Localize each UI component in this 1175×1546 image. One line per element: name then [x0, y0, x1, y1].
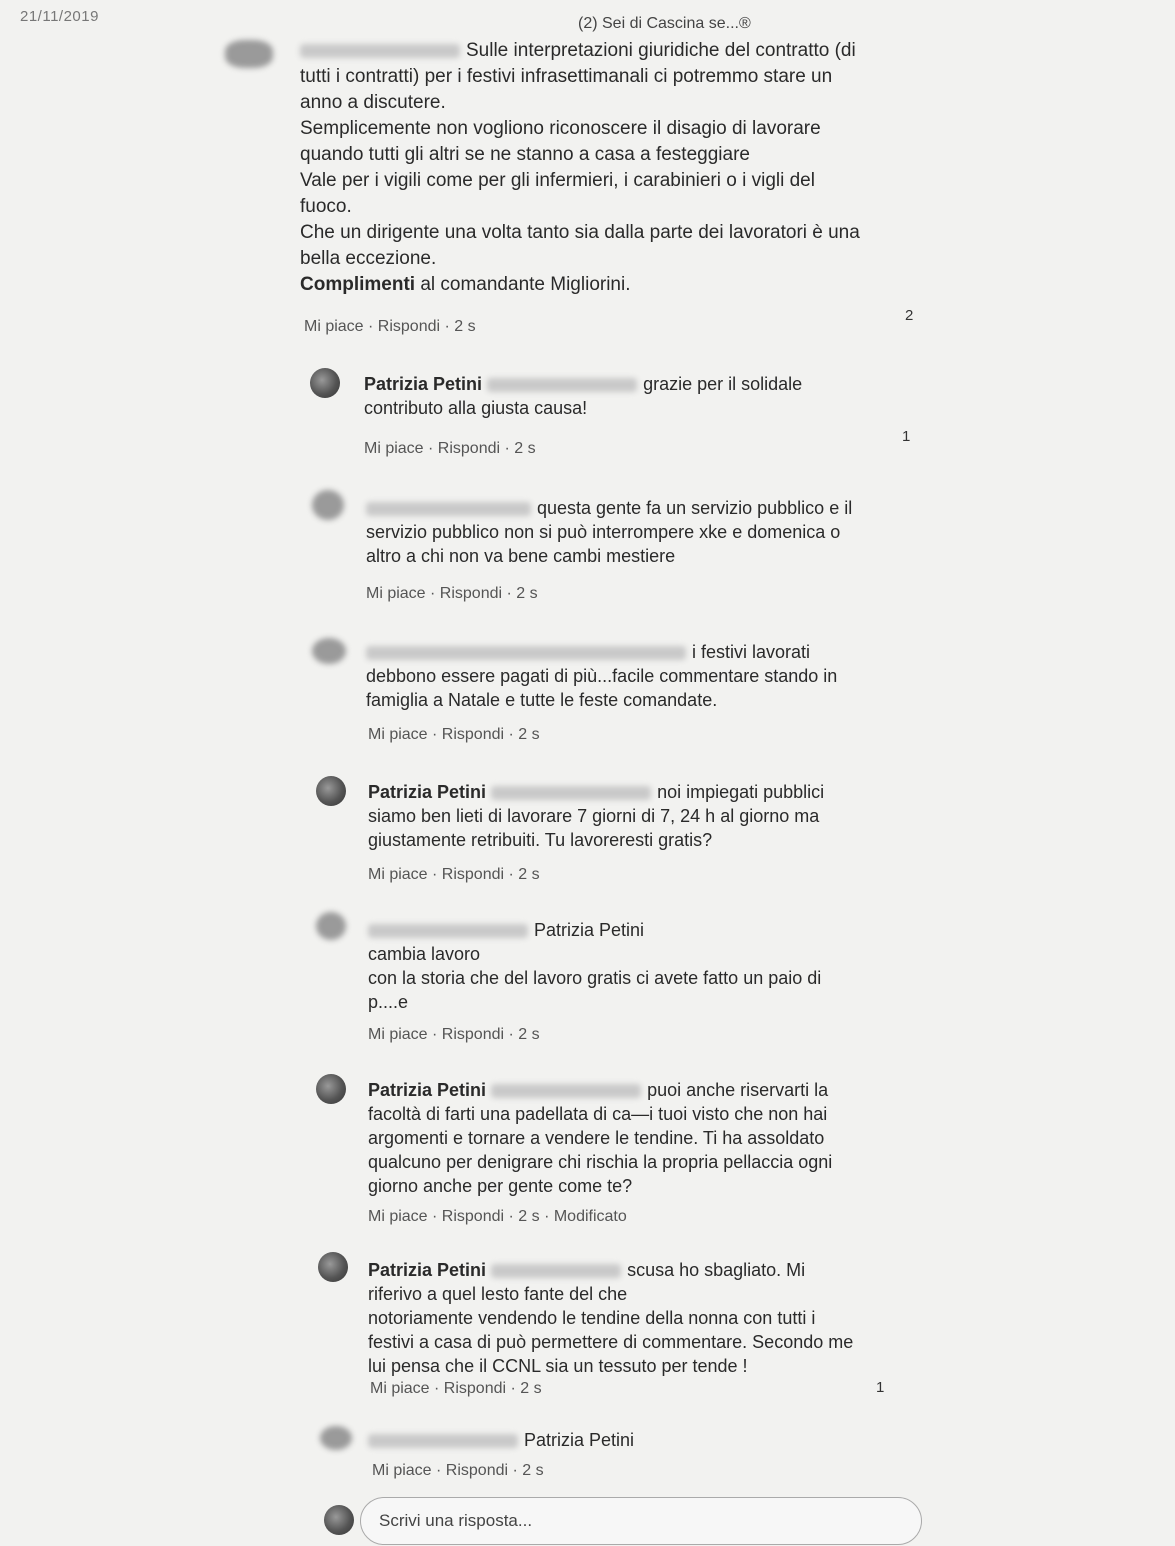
reply-text: questa gente fa un servizio pubblico e il — [537, 498, 853, 518]
reply-line: qualcuno per denigrare chi rischia la propria pellaccia ogni — [368, 1152, 833, 1172]
comment-actions[interactable]: Mi piace · Rispondi · 2 s — [304, 318, 476, 335]
reply-line: festivi a casa di può permettere di commentare. Secondo me — [368, 1332, 854, 1352]
avatar[interactable] — [312, 490, 344, 520]
comment-first-line: Sulle interpretazioni giuridiche del contratto (di — [466, 40, 856, 61]
reply-comment — [368, 780, 908, 852]
reply-actions[interactable]: Mi piace · Rispondi · 2 s — [368, 726, 540, 743]
reply-line: siamo ben lieti di lavorare 7 giorni di 7, 24 h al giorno ma — [368, 806, 820, 826]
current-user-avatar — [324, 1505, 354, 1535]
avatar[interactable] — [316, 912, 346, 940]
reply-mention[interactable]: Patrizia Petini — [534, 920, 645, 940]
blurred-tag[interactable] — [487, 378, 637, 392]
comment-line: bella eccezione. — [300, 248, 437, 269]
reply-line: notoriamente vendendo le tendine della nonna con tutti i — [368, 1308, 816, 1328]
comment-line: Che un dirigente una volta tanto sia dalla parte dei lavoratori è una — [300, 222, 860, 243]
commenter-avatar[interactable] — [225, 40, 273, 68]
reply-line: con la storia che del lavoro gratis ci avete fatto un paio di — [368, 968, 822, 988]
reply-line: p....e — [368, 992, 409, 1012]
reply-actions[interactable]: Mi piace · Rispondi · 2 s — [368, 866, 540, 883]
page-title: (2) Sei di Cascina se...® — [578, 15, 751, 32]
blurred-author-name[interactable] — [368, 1434, 518, 1448]
blurred-tag[interactable] — [491, 786, 651, 800]
comment-bold-word: Complimenti — [300, 274, 416, 295]
reply-line: debbono essere pagati di più...facile commentare stando in — [366, 666, 838, 686]
blurred-author-name[interactable] — [368, 924, 528, 938]
like-count[interactable]: 1 — [902, 428, 911, 445]
reply-line: giorno anche per gente come te? — [368, 1176, 633, 1196]
reply-actions[interactable]: Mi piace · Rispondi · 2 s — [366, 585, 538, 602]
like-count[interactable]: 1 — [876, 1379, 885, 1396]
reply-line: giustamente retribuiti. Tu lavoreresti gratis? — [368, 830, 713, 850]
reply-text: puoi anche riservarti la — [647, 1080, 829, 1100]
reply-author[interactable]: Patrizia Petini — [368, 1260, 487, 1280]
comment-line: anno a discutere. — [300, 92, 446, 113]
reply-text: noi impiegati pubblici — [657, 782, 825, 802]
reply-actions[interactable]: Mi piace · Rispondi · 2 s — [368, 1026, 540, 1043]
reply-actions[interactable]: Mi piace · Rispondi · 2 s — [370, 1380, 542, 1397]
reply-line: altro a chi non va bene cambi mestiere — [366, 546, 676, 566]
reply-line: argomenti e tornare a vendere le tendine. Ti ha assoldato — [368, 1128, 825, 1148]
reply-author[interactable]: Patrizia Petini — [368, 1080, 487, 1100]
reply-line: cambia lavoro — [368, 944, 481, 964]
reply-comment — [368, 1078, 908, 1198]
comment-line: al comandante Migliorini. — [415, 274, 631, 295]
avatar[interactable] — [318, 1252, 348, 1282]
reply-actions[interactable]: Mi piace · Rispondi · 2 s — [364, 440, 536, 457]
reply-author[interactable]: Patrizia Petini — [368, 782, 487, 802]
reply-mention[interactable]: Patrizia Petini — [524, 1430, 635, 1450]
reply-line: servizio pubblico non si può interrompere xke e domenica o — [366, 522, 841, 542]
comment-line: fuoco. — [300, 196, 352, 217]
blurred-author-name[interactable] — [366, 502, 531, 516]
blurred-author-name[interactable] — [366, 646, 686, 660]
blurred-tag[interactable] — [491, 1084, 641, 1098]
print-date: 21/11/2019 — [20, 8, 99, 25]
blurred-tag[interactable] — [491, 1264, 621, 1278]
reply-comment — [364, 372, 904, 420]
blurred-author-name[interactable] — [300, 44, 460, 58]
reply-line: famiglia a Natale e tutte le feste comandate. — [366, 690, 718, 710]
reply-line: contributo alla giusta causa! — [364, 398, 588, 418]
reply-line: facoltà di farti una padellata di ca—i tuoi visto che non hai — [368, 1104, 828, 1124]
comment-line: Vale per i vigili come per gli infermieri, i carabinieri o i vigli del — [300, 170, 815, 191]
reply-actions[interactable]: Mi piace · Rispondi · 2 s · Modificato — [368, 1208, 627, 1225]
reply-text: i festivi lavorati — [692, 642, 811, 662]
avatar[interactable] — [316, 776, 346, 806]
avatar[interactable] — [320, 1426, 352, 1450]
reply-line: riferivo a quel lesto fante del che — [368, 1284, 628, 1304]
reply-comment — [368, 1428, 908, 1452]
reply-text: scusa ho sbagliato. Mi — [627, 1260, 806, 1280]
reply-input[interactable] — [360, 1497, 922, 1545]
avatar[interactable] — [316, 1074, 346, 1104]
comment-line: Semplicemente non vogliono riconoscere il disagio di lavorare — [300, 118, 821, 139]
reply-input-placeholder: Scrivi una risposta... — [379, 1511, 533, 1530]
reply-comment — [366, 640, 906, 712]
like-count[interactable]: 2 — [905, 307, 914, 324]
avatar[interactable] — [310, 368, 340, 398]
main-comment — [300, 38, 910, 298]
reply-comment — [368, 1258, 908, 1378]
comment-line: tutti i contratti) per i festivi infrasettimanali ci potremmo stare un — [300, 66, 833, 87]
reply-comment — [368, 918, 908, 1014]
comment-line: quando tutti gli altri se ne stanno a casa a festeggiare — [300, 144, 750, 165]
avatar[interactable] — [312, 638, 346, 664]
reply-author[interactable]: Patrizia Petini — [364, 374, 483, 394]
reply-line: lui pensa che il CCNL sia un tessuto per tende ! — [368, 1356, 748, 1376]
reply-text: grazie per il solidale — [643, 374, 803, 394]
reply-comment — [366, 496, 906, 568]
reply-actions[interactable]: Mi piace · Rispondi · 2 s — [372, 1462, 544, 1479]
